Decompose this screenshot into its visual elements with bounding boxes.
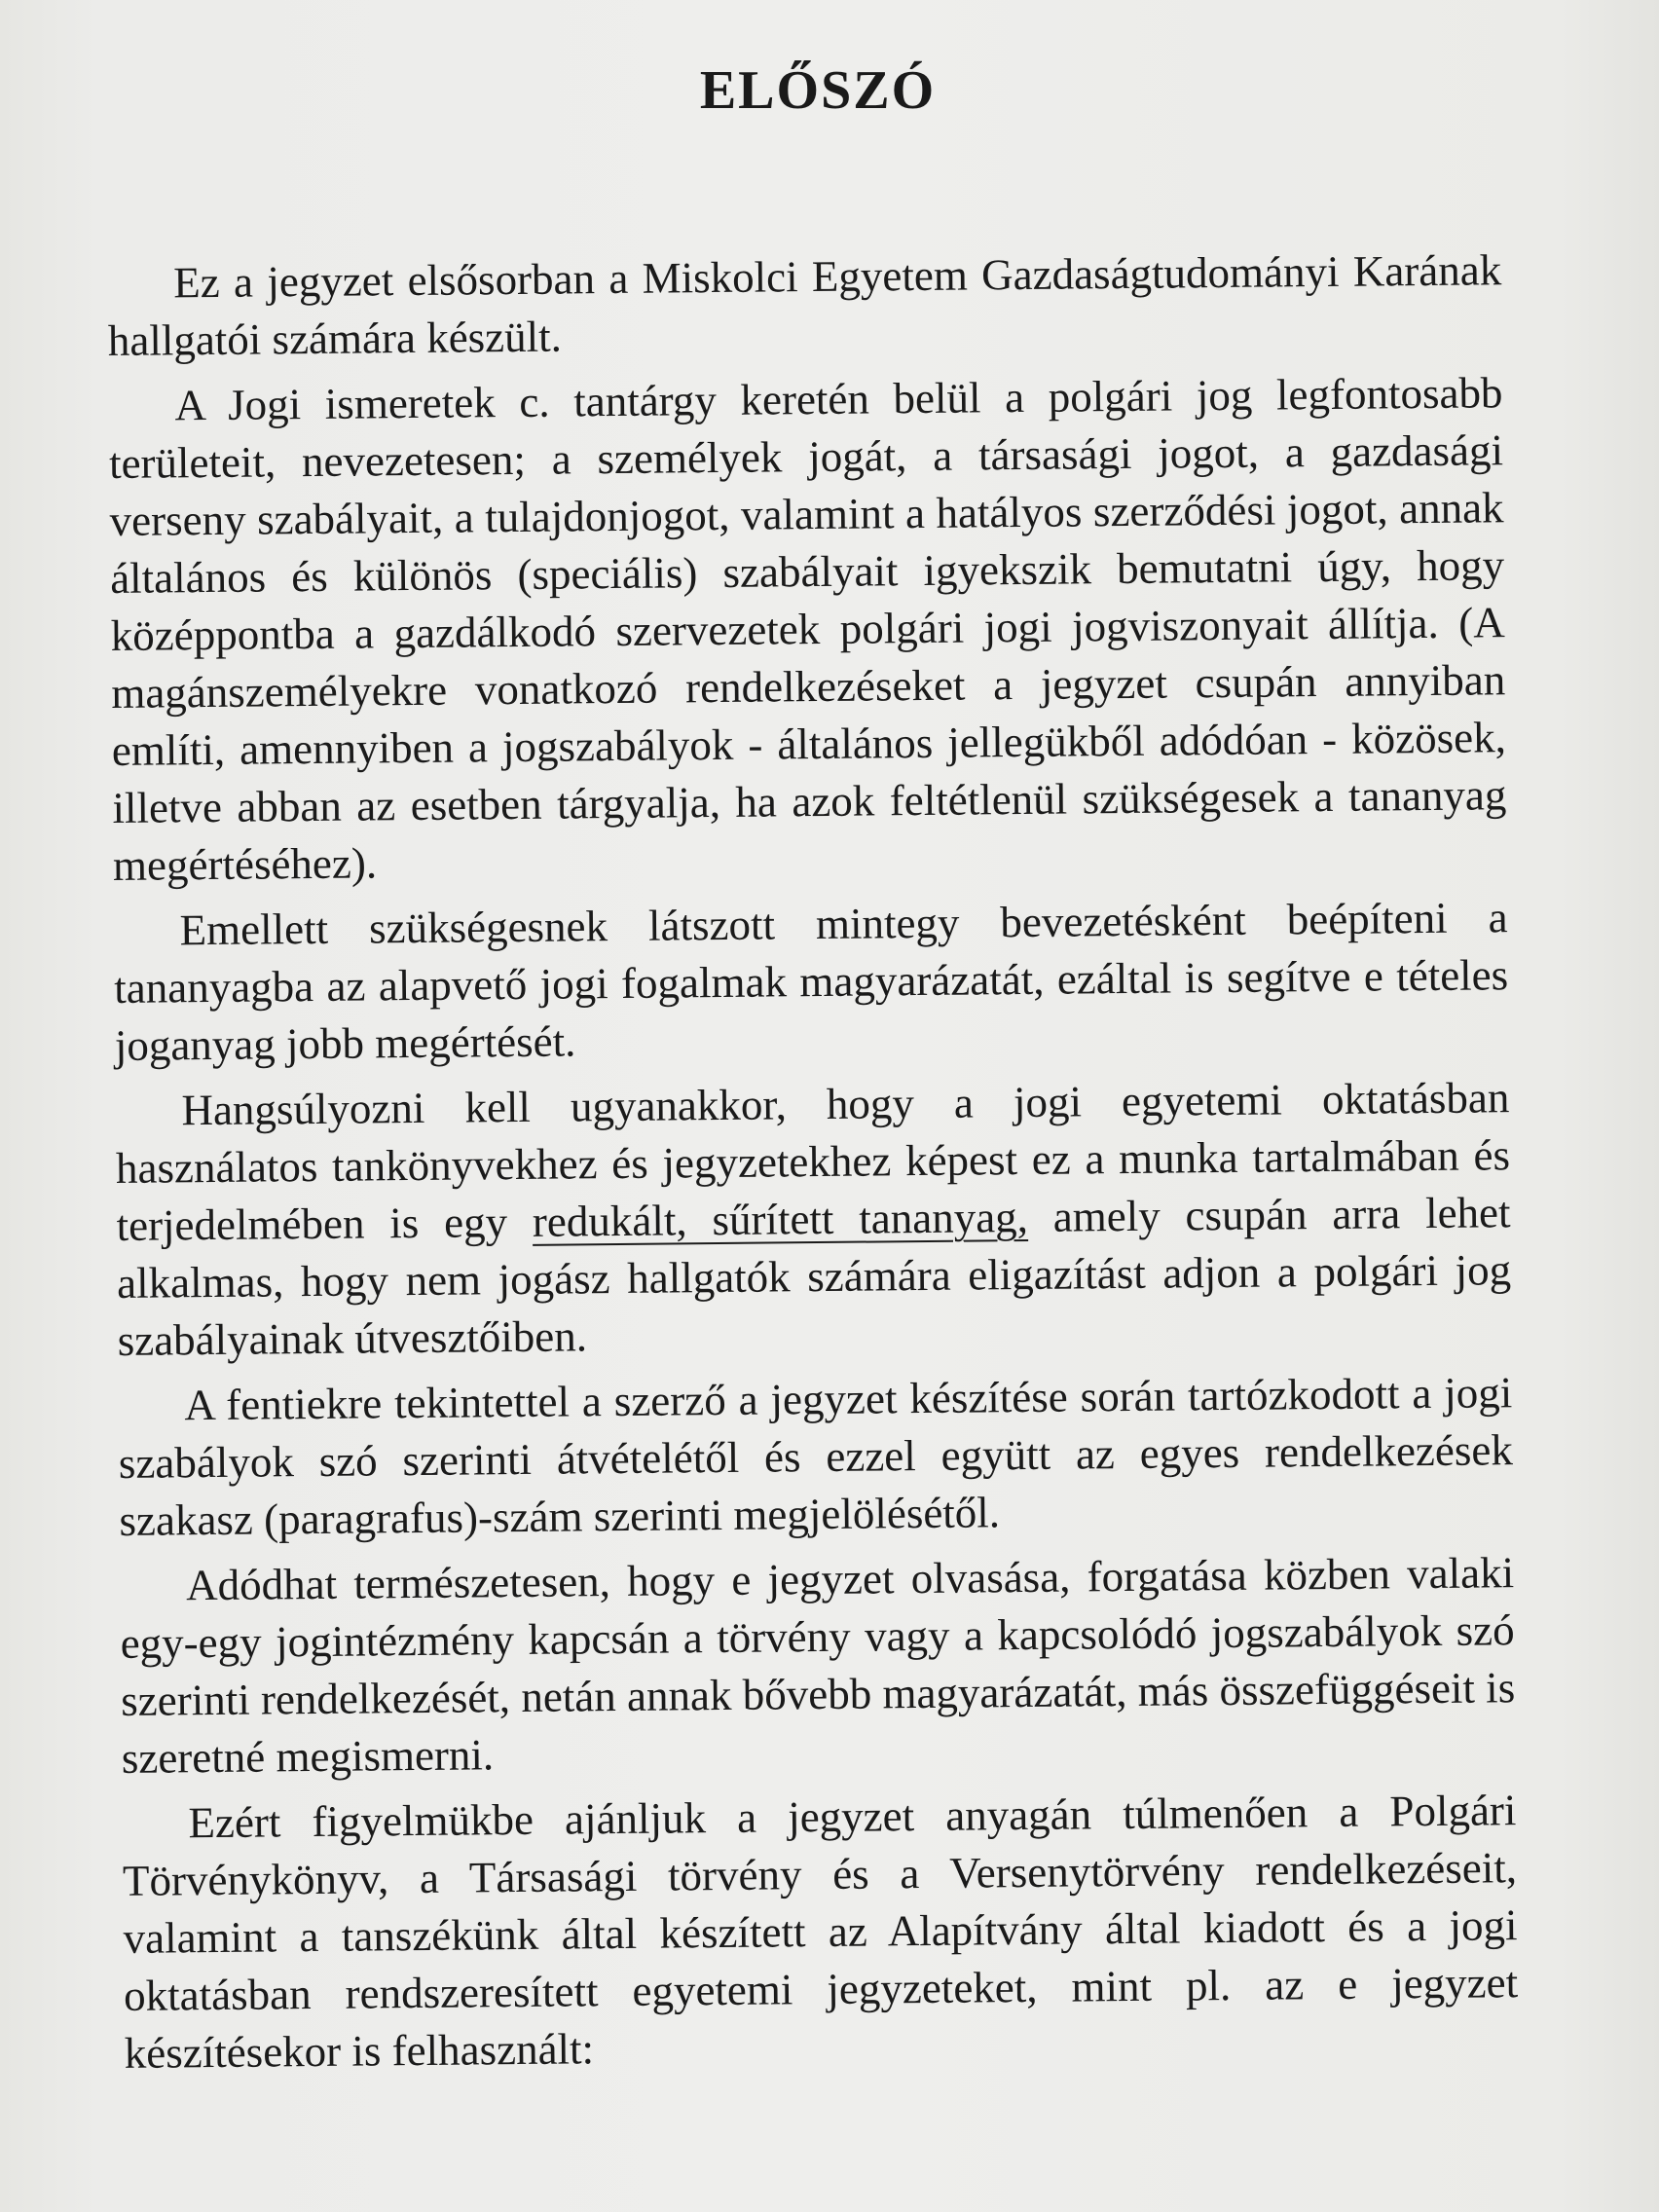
paragraph-6: Adódhat természetesen, hogy e jegyzet olvasása, forgatása közben valaki egy-egy jogintézmény kapcsán a törvény vagy a kapcsolódó jogszabályok szó szerinti rendelkezését, netán annak bővebb magyarázatát, más összefüggéseit is szeretné megismerni.: [120, 1548, 1516, 1783]
paragraph-4-start: Hangsúlyozni kell ugyanakkor, hogy a jogi egyetemi oktatásban használatos tankönyvekhez és jegyzetekhez képest ez a munka tartalmában és terjedelmében is egy: [115, 1073, 1511, 1250]
paragraph-4-end: amely csupán arra lehet alkalmas, hogy nem jogász hallgatók számára eligazítást adjon a polgári jog szabályainak útvesztőiben.: [116, 1188, 1512, 1365]
paragraph-5: A fentiekre tekintettel a szerző a jegyzet készítése során tartózkodott a jogi szabályok szó szerinti átvételétől és ezzel együtt az egyes rendelkezések szakasz (paragrafus)-szám szerinti megjelölésétől.: [118, 1368, 1514, 1545]
page-title: ELŐSZÓ: [699, 60, 937, 121]
paragraph-3: Emellett szükségesnek látszott mintegy bevezetésként beépíteni a tananyagba az alapvető jogi fogalmak magyarázatát, ezáltal is segítve e tételes joganyag jobb megértését.: [113, 893, 1509, 1070]
paragraph-7: Ezért figyelmükbe ajánljuk a jegyzet anyagán túlmenően a Polgári Törvénykönyv, a Társasági törvény és a Versenytörvény rendelkezéseit, valamint a tanszékünk által készített az Alapítvány által kiadott és a jogi oktatásban rendszeresített egyetemi jegyzeteket, mint pl. az e jegyzet készítésekor is felhasznált:: [122, 1786, 1519, 2078]
paragraph-2: A Jogi ismeretek c. tantárgy keretén belül a polgári jog legfontosabb területeit, nevezetesen; a személyek jogát, a társasági jogot, a gazdasági verseny szabályait, a tulajdonjogot, valamint a hatályos szerződési jogot, annak általános és különös (speciális) szabályait igyekszik bemutatni úgy, hogy középpontba a gazdálkodó szervezetek polgári jogi jogviszonyait állítja. (A magánszemélyekre vonatkozó rendelkezéseket a jegyzet csupán annyiban említi, amennyiben a jogszabályok - általános jellegükből adódóan - közösek, illetve abban az esetben tárgyalja, ha azok feltétlenül szükségesek a tananyag megértéséhez).: [108, 368, 1507, 890]
paragraph-1: Ez a jegyzet elsősorban a Miskolci Egyetem Gazdaságtudományi Karának hallgatói számára készült.: [107, 245, 1502, 365]
underlined-phrase: redukált, sűrített tananyag,: [532, 1192, 1029, 1246]
paragraph-4: [115, 1069, 1512, 1370]
foreword-body: [107, 241, 1519, 2090]
